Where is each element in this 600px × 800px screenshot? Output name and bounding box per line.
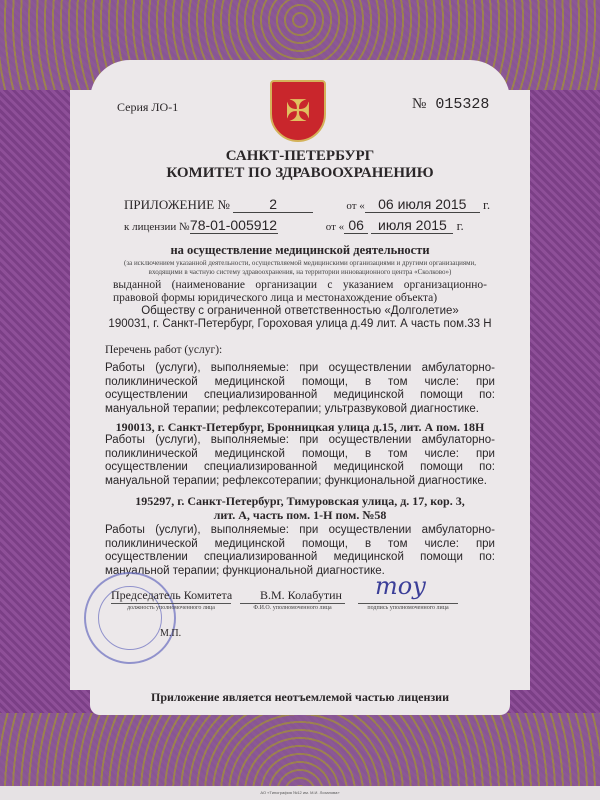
issued-caption: выданной (наименование организации с указанием организационно-правовой формы юридического лица и местонахождение объекта) — [113, 279, 487, 304]
site-address-2: 190013, г. Санкт-Петербург, Бронницкая улица д.15, лит. А пом. 18Н — [115, 420, 485, 434]
committee-title: КОМИТЕТ ПО ЗДРАВООХРАНЕНИЮ — [166, 165, 434, 181]
official-stamp — [84, 572, 176, 664]
series-label: Серия ЛО-1 — [117, 100, 179, 114]
signer-position: Председатель Комитета — [111, 588, 233, 602]
license-row: к лицензии №78-01-005912 от « 06 июля 2015 г. — [124, 217, 464, 233]
appendix-footer-note: Приложение является неотъемлемой частью лицензии — [150, 690, 450, 704]
activity-title: на осуществление медицинской деятельности — [170, 243, 430, 257]
works-text-2: Работы (услуги), выполняемые: при осуществлении амбулаторно-поликлинической медицинской помощи, в том числе: при осуществлении специализированной медицинской помощи по: мануальной терапии; рефлексотерапии; функциональной диагностике. — [105, 434, 495, 487]
bottom-ornament — [0, 713, 600, 788]
site-address-3: 195297, г. Санкт-Петербург, Тимуровская улица, д. 17, кор. 3, лит. А, часть пом. 1-Н пом. №58 — [135, 494, 465, 522]
document-number: № 015328 — [412, 96, 490, 113]
activity-note: (за исключением указанной деятельности, осуществляемой медицинскими организациями и другими организациями, входящими в частную систему здравоохранения, на территории инновационного центра «Сколково») — [123, 259, 477, 276]
city-title: САНКТ-ПЕТЕРБУРГ — [225, 148, 375, 164]
signer-name: В.М. Колабутин — [260, 588, 342, 602]
name-caption: Ф.И.О. уполномоченного лица — [240, 603, 345, 612]
signature-caption: подпись уполномоченного лица — [358, 603, 458, 612]
seal-mark: М.П. — [160, 628, 182, 639]
coat-of-arms-icon: ✠ — [270, 80, 326, 142]
signature-block — [105, 572, 495, 650]
works-text-1: Работы (услуги), выполняемые: при осуществлении амбулаторно-поликлинической медицинской помощи, в том числе: при осуществлении специализированной медицинской помощи по: мануальной терапии; рефлексотерапии; ультразвуковой диагностике. — [105, 362, 495, 415]
appendix-row: ПРИЛОЖЕНИЕ № 2 от « 06 июля 2015 г. — [124, 196, 491, 212]
organization-name: Обществу с ограниченной ответственностью «Долголетие» — [141, 305, 459, 317]
works-list-label: Перечень работ (услуг): — [105, 344, 223, 356]
handwritten-signature: тоу — [375, 572, 427, 600]
printer-line: АО «Типография №12 им. М.И. Лоханова» — [0, 786, 600, 800]
works-text-3: Работы (услуги), выполняемые: при осуществлении амбулаторно-поликлинической медицинской помощи, в том числе: при осуществлении специализированной медицинской помощи по: мануальной терапии; функциональной диагностике. — [105, 524, 495, 577]
document-content — [105, 243, 495, 650]
position-caption: должность уполномоченного лица — [111, 603, 231, 612]
organization-address: 190031, г. Санкт-Петербург, Гороховая улица д.49 лит. А часть пом.33 Н — [108, 318, 492, 330]
